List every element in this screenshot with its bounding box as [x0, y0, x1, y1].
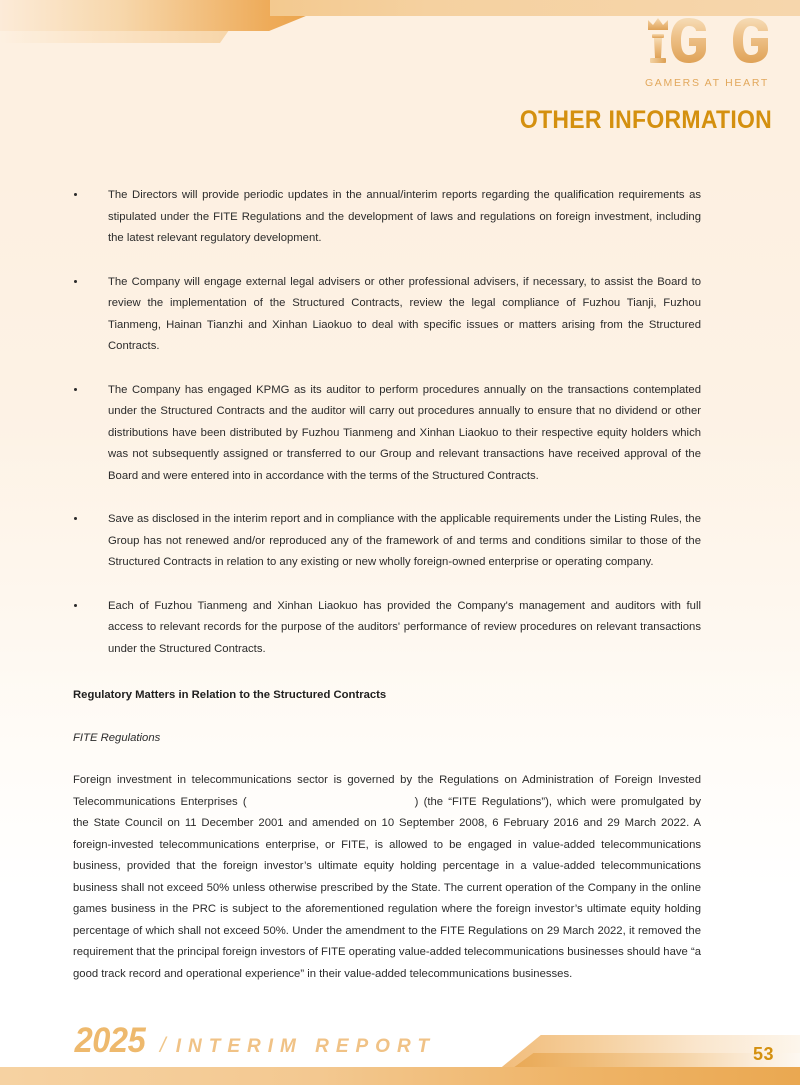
bullet-dot-icon: [74, 193, 77, 196]
document-body: [73, 185, 701, 996]
bullet-dot-icon: [74, 388, 77, 391]
paragraph-text-second: ) (the “FITE Regulations”), which were promulgated by the State Council on 11 December 2001 and amended on 10 September 2008, 6 February 2016 and 29 March 2022. A foreign-invested telecommunications enterprise, or FITE, is allowed to be engaged in value-added telecommunications business, provided that the foreign investor’s ultimate equity holding percentage in a value-added telecommunications business shall not exceed 50% unless otherwise prescribed by the State. The current operation of the Company in the online games business in the PRC is subject to the aforementioned regulation where the foreign investor’s ultimate equity holding percentage of which shall not exceed 50%. Under the amendment to the FITE Regulations on 29 March 2022, it removed the requirement that the principal foreign investors of FITE operating value-added telecommunications businesses should have “a good track record and operational experience” in their value-added telecommunications businesses.: [73, 795, 701, 980]
list-item: [73, 509, 701, 574]
subsection-heading: Regulatory Matters in Relation to the Structured Contracts: [73, 689, 387, 701]
paragraph-text-first: Foreign investment in telecommunications sector is governed by the Regulations on Administration of Foreign Invested Telecommunications Enterprises (: [73, 774, 701, 808]
list-item-text: The Company has engaged KPMG as its auditor to perform procedures annually on the transactions contemplated under the Structured Contracts and the auditor will carry out procedures annually to ensure that no dividend or other distributions have been distributed by Fuzhou Tianmeng and Xinhan Liaokuo to their respective equity holders which was not subsequently assigned or transferred to our Group and relevant transactions have received approval of the Board and were entered into in accordance with the terms of the Structured Contracts.: [108, 383, 701, 482]
igg-logo-icon: [644, 18, 770, 74]
bullet-dot-icon: [74, 604, 77, 607]
list-item: [73, 596, 701, 661]
bullet-dot-icon: [74, 517, 77, 520]
footer-separator: /: [159, 1034, 166, 1057]
logo-tagline: GAMERS AT HEART: [644, 77, 770, 89]
footer-year: 2025: [74, 1021, 146, 1060]
header-band-decoration: [270, 0, 800, 16]
list-item: [73, 272, 701, 358]
list-item: [73, 380, 701, 488]
body-paragraph: [73, 770, 701, 985]
page-title: OTHER INFORMATION: [519, 106, 772, 134]
list-item-text: The Company will engage external legal advisers or other professional advisers, if necessary, to assist the Board to review the implementation of the Structured Contracts, review the legal compliance of Fuzhou Tianji, Fuzhou Tianmeng, Hainan Tianzhi and Xinhan Liaokuo to deal with specific issues or matters arising from the Structured Contracts.: [108, 275, 701, 352]
footer-report-label: INTERIM REPORT: [175, 1036, 436, 1057]
bullet-list: [73, 185, 701, 660]
list-item-text: Save as disclosed in the interim report and in compliance with the applicable requirements under the Listing Rules, the Group has not renewed and/or reproduced any of the framework of and terms and conditions similar to those of the Structured Contracts in relation to any existing or new wholly foreign-owned enterprise or operating company.: [108, 513, 701, 568]
list-item: [73, 185, 701, 250]
igg-logo: [642, 18, 772, 89]
page-number: 53: [752, 1044, 774, 1064]
footer-brand: [72, 1021, 436, 1061]
subsection-subheading: FITE Regulations: [73, 732, 161, 744]
footer-baseline-decoration: [0, 1067, 800, 1085]
list-item-text: The Directors will provide periodic updates in the annual/interim reports regarding the qualification requirements as stipulated under the FITE Regulations and the development of laws and regulations on foreign investment, including the latest relevant regulatory development.: [108, 189, 701, 244]
list-item-text: Each of Fuzhou Tianmeng and Xinhan Liaokuo has provided the Company's management and auditors with full access to relevant records for the purpose of the auditors' performance of review procedures on relevant transactions under the Structured Contracts.: [108, 599, 701, 655]
bullet-dot-icon: [74, 280, 77, 283]
